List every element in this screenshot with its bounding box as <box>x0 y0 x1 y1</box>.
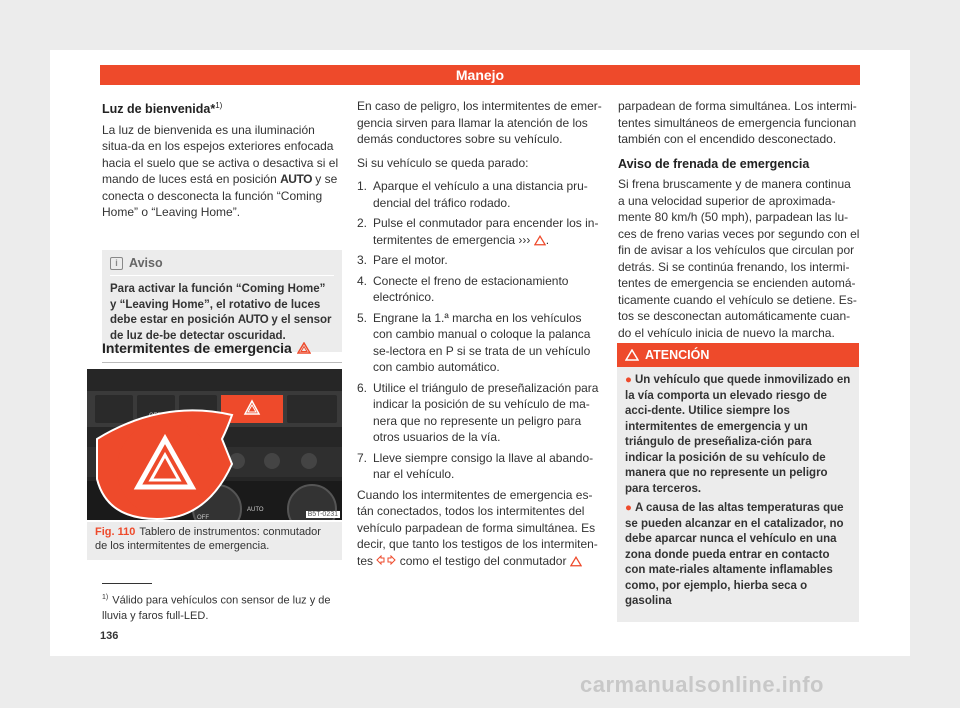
section-heading: Intermitentes de emergencia <box>102 340 342 363</box>
column-2 <box>357 98 603 576</box>
list-item: ● Un vehículo que quede inmovilizado en la vía comporta un elevado riesgo de acci-dente. Utilice siempre los intermitentes de emergencia y un triángulo de preseñaliza-ción para indicar la posición de su vehículo de manera que no represente un peligro para terceros. <box>625 374 851 495</box>
emergency-brake-heading: Aviso de frenada de emergencia <box>618 156 810 171</box>
list-item: 5. Engrane la 1.ª marcha en los vehículos con cambio manual o coloque la palanca se-lectora en P si se trata de un vehículo con cambio automático. <box>357 310 591 374</box>
aviso-body: Para activar la función “Coming Home” y “Leaving Home”, el rotativo de luces debe estar en posición AUTO y el sensor de luz de-be detectar oscuridad. <box>110 283 332 342</box>
aviso-header <box>110 256 334 276</box>
list-item: 3. Pare el motor. <box>357 253 448 267</box>
list-item: 7. Lleve siempre consigo la llave al abando-nar el vehículo. <box>357 450 594 481</box>
list-item: 1. Aparque el vehículo a una distancia pru-dencial del tráfico rodado. <box>357 179 588 210</box>
auto-symbol: AUTO <box>280 172 312 187</box>
atencion-warning <box>617 343 859 622</box>
figure-caption: Fig. 110 Tablero de instrumentos: conmutador de los intermitentes de emergencia. <box>87 522 342 560</box>
atencion-body <box>617 367 859 622</box>
warning-triangle-icon <box>297 342 311 354</box>
footnote: $^{1)}$ Válido para vehículos con sensor de luz y de lluvia y faros full-LED. <box>102 594 331 622</box>
intro-text: En caso de peligro, los intermitentes de emer-gencia sirven para llamar la atención de los demás conductores sobre su vehículo. <box>357 99 602 146</box>
closing-text: Cuando los intermitentes de emergencia es-tán conectados, todos los intermitentes del vehículo parpadean de forma simultánea. Es decir, que tanto los testigos de los intermiten-tes como el testigo del conmutador <box>357 487 598 568</box>
emergency-brake-text: Si frena bruscamente y de manera continua a una velocidad superior de aproximada-mente 80 km/h (50 mph), parpadean las lu-ces de freno varias veces por segundo con el fin de avisar a los vehículos que circulan por detrás. Si se continúa frenando, los intermi-tentes de emergencia se encienden automá-ticamente cuando el vehículo se detiene. Es-tos se desconectan automáticamente cuan-do el vehículo inicia de nuevo la marcha. <box>618 177 860 340</box>
watermark: carmanualsonline.info <box>580 672 824 697</box>
list-item: 2. Pulse el conmutador para encender los in-termitentes de emergencia ››› . <box>357 216 599 247</box>
warning-triangle-icon <box>570 556 582 567</box>
welcome-light-heading: Luz de bienvenida*$^{1)}$ <box>102 101 223 117</box>
auto-symbol: AUTO <box>237 314 269 326</box>
page-number: 136 <box>100 630 119 642</box>
column-3 <box>618 98 860 348</box>
steps-list <box>357 178 603 483</box>
aviso-title: Aviso <box>129 256 163 270</box>
welcome-light-text: La luz de bienvenida es una iluminación situa-da en los espejos exteriores enfocada hacia el suelo que se activa o desactiva si el mando de luces está en posición AUTO y se conecta o desconecta la función “Coming Home” o “Leaving Home”. <box>102 122 339 220</box>
list-item: 6. Utilice el triángulo de preseñalización para indicar la posición de su vehículo de ma-nera que no represente un peligro para otros usuarios de la vía. <box>357 380 599 444</box>
auto-label: AUTO <box>247 507 264 513</box>
dashboard-figure <box>87 369 342 520</box>
warning-triangle-icon <box>625 349 639 361</box>
list-item: 4. Conecte el freno de estacionamiento electrónico. <box>357 273 569 304</box>
footnote-divider <box>102 583 152 584</box>
simultaneous-text: parpadean de forma simultánea. Los intermi-tentes simultáneos de emergencia funcionan también con el encendido desconectado. <box>618 99 857 146</box>
column-1 <box>102 98 342 228</box>
atencion-title: ATENCIÓN <box>645 348 710 362</box>
dashboard-illustration <box>87 369 342 520</box>
turn-signal-icon <box>376 555 396 565</box>
figure-code: B5T-0231 <box>307 511 338 518</box>
atencion-header <box>617 343 859 367</box>
warning-triangle-icon[interactable] <box>534 235 546 246</box>
off-label-2: OFF <box>197 515 209 520</box>
list-item: ● A causa de las altas temperaturas que se pueden alcanzar en el catalizador, no debe aparcar nunca el vehículo en una zona donde pueda entrar en contacto con mate-riales altamente inflamables como, por ejemplo, hierba seca o gasolina <box>625 502 844 607</box>
aviso-note <box>102 250 342 352</box>
stopped-lead: Si su vehículo se queda parado: <box>357 155 529 170</box>
footnote-ref[interactable]: 1) <box>215 101 223 110</box>
info-icon: i <box>110 257 123 270</box>
chapter-header: Manejo <box>100 65 860 85</box>
figure-label: Fig. 110 <box>95 526 136 538</box>
